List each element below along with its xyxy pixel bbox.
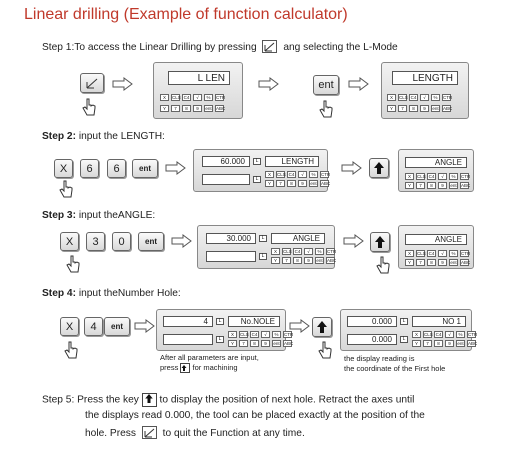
step1-suffix: ang selecting the L-Mode [283,42,398,54]
keypad-row-2: Y 7 8 9 ent ABC [405,259,469,266]
arrow-right-icon [348,77,370,91]
up-arrow-key[interactable] [369,158,389,178]
linear-drill-key[interactable] [80,73,104,93]
keypad-row-1: X CLS C4 √ % CTR [405,250,469,257]
step5-line2: the displays read 0.000, the tool can be placed exactly at the position of the [85,410,425,421]
zero-key[interactable]: 0 [112,232,131,251]
step4-label: Step 4: [42,288,76,299]
display-unit-8 [340,309,478,351]
keypad-row-2: Y 7 8 9 ent ABC [405,182,469,189]
display-7-tag: L [216,318,224,325]
ent-key[interactable]: ent [104,317,130,336]
display-5-value: 30.000 [206,233,256,244]
press-hand-icon [318,341,332,361]
keypad-row-1: X CLS C4 √ % CTR [271,248,335,255]
display-7-label: No.NOLE [228,316,280,327]
keypad-row-1: X CLS C4 √ % CTR [228,331,292,338]
display-8-label: NO 1 [412,316,466,327]
ent-key[interactable]: ent [132,159,158,178]
keypad-row-2: Y 7 8 9 ent ABC [387,105,451,112]
press-hand-icon [59,180,73,200]
press-hand-icon [376,256,390,276]
display-5-blank [206,251,256,262]
keypad-row-2: Y 7 8 9 ent ABC [412,340,476,347]
keypad-row-2: Y 7 8 9 ent ABC [228,340,292,347]
display-8-value: 0.000 [347,316,397,327]
keypad-row-2: Y 7 8 9 ent ABC [265,180,329,187]
up-arrow-icon [317,321,327,333]
display-unit-2 [381,62,469,119]
press-hand-icon [319,100,333,120]
display-3-tag: L [253,176,261,183]
display-5-label: ANGLE [271,233,325,244]
display-9-value: 0.000 [347,334,397,345]
up-arrow-icon [374,162,384,174]
step1-text [42,41,398,54]
step5-label: Step 5: [42,394,75,406]
step5-desc1: to display the position of next hole. Retract the axes until [159,394,415,406]
step2-text [42,131,165,142]
display-unit-6 [398,225,474,269]
display-7-blank [163,334,213,345]
step4-text [42,288,181,299]
keypad-row-2: Y 7 8 9 ent ABC [160,105,224,112]
up-arrow-key[interactable] [370,232,390,252]
keypad-row-1: X CLS C4 √ % CTR [412,331,476,338]
ent-key[interactable]: ent [138,232,164,251]
step5-desc3: to quit the Function at any time. [162,428,305,440]
linear-drill-key-icon [262,40,277,53]
keypad-row-1: X CLS C4 √ % CTR [405,173,469,180]
six-key[interactable]: 6 [80,159,99,178]
display-8-tag: L [400,336,408,343]
up-arrow-key-icon [142,393,157,407]
up-arrow-key-icon [180,363,190,373]
up-arrow-icon [375,236,385,248]
arrow-right-icon [343,234,365,248]
ent-key[interactable]: ent [313,75,339,95]
step3-text [42,210,155,221]
linear-drill-icon [85,77,99,89]
note-display-line2: the coordinate of the First hole [344,364,446,373]
display-3-tag: L [253,158,261,165]
step2-desc: input the LENGTH: [78,131,165,142]
display-5-tag: L [259,235,267,242]
step1-prefix: Step 1:To access the Linear Drilling by pressing [42,42,257,54]
display-unit-1 [153,62,243,119]
note-display-line1: the display reading is [344,354,415,363]
x-key[interactable]: X [60,232,79,251]
display-unit-7 [156,309,294,351]
display-unit-4 [398,149,474,192]
step5-press: Press the key [77,394,139,406]
display-3-value: 60.000 [202,156,250,167]
arrow-right-icon [341,161,363,175]
three-key[interactable]: 3 [86,232,105,251]
arrow-right-icon [112,77,134,91]
display-2-readout: LENGTH [392,71,458,85]
keypad-row-1: X CLS C4 √ % CTR [160,94,224,101]
display-unit-3 [193,149,331,192]
step5-press-2: hole. Press [85,428,136,440]
note-parameters [160,353,259,373]
press-hand-icon [66,255,80,275]
display-5-tag: L [259,253,267,260]
note-parameters-line1: After all parameters are input, [160,353,259,362]
arrow-right-icon [171,234,193,248]
arrow-right-icon [134,319,156,333]
arrow-right-icon [289,319,311,333]
arrow-right-icon [258,77,280,91]
keypad-row-1: X CLS C4 √ % CTR [265,171,329,178]
step3-label: Step 3: [42,210,76,221]
display-6-readout: ANGLE [405,234,467,245]
step5-line1 [42,393,414,407]
page-title: Linear drilling (Example of function calculator) [24,6,348,23]
note-display [344,354,445,374]
step3-desc: input theANGLE: [78,210,156,221]
x-key[interactable]: X [54,159,73,178]
display-7-tag: L [216,336,224,343]
display-1-readout: L LEN [168,71,230,85]
up-arrow-key[interactable] [312,317,332,337]
keypad-row-1: X CLS C4 √ % CTR [387,94,451,101]
step4-desc: input theNumber Hole: [78,288,181,299]
four-key[interactable]: 4 [84,317,103,336]
press-hand-icon [64,341,78,361]
display-4-readout: ANGLE [405,157,467,168]
note-parameters-line2: press for machining [160,363,238,372]
display-3-label: LENGTH [265,156,319,167]
press-hand-icon [82,98,96,118]
display-8-tag: L [400,318,408,325]
step2-label: Step 2: [42,131,76,142]
arrow-right-icon [165,161,187,175]
display-unit-5 [197,225,335,269]
display-3-blank [202,174,250,185]
linear-drill-key-icon [142,426,157,439]
keypad-row-2: Y 7 8 9 ent ABC [271,257,335,264]
step5-line3 [85,427,305,440]
six-key[interactable]: 6 [107,159,126,178]
display-7-value: 4 [163,316,213,327]
x-key[interactable]: X [60,317,79,336]
